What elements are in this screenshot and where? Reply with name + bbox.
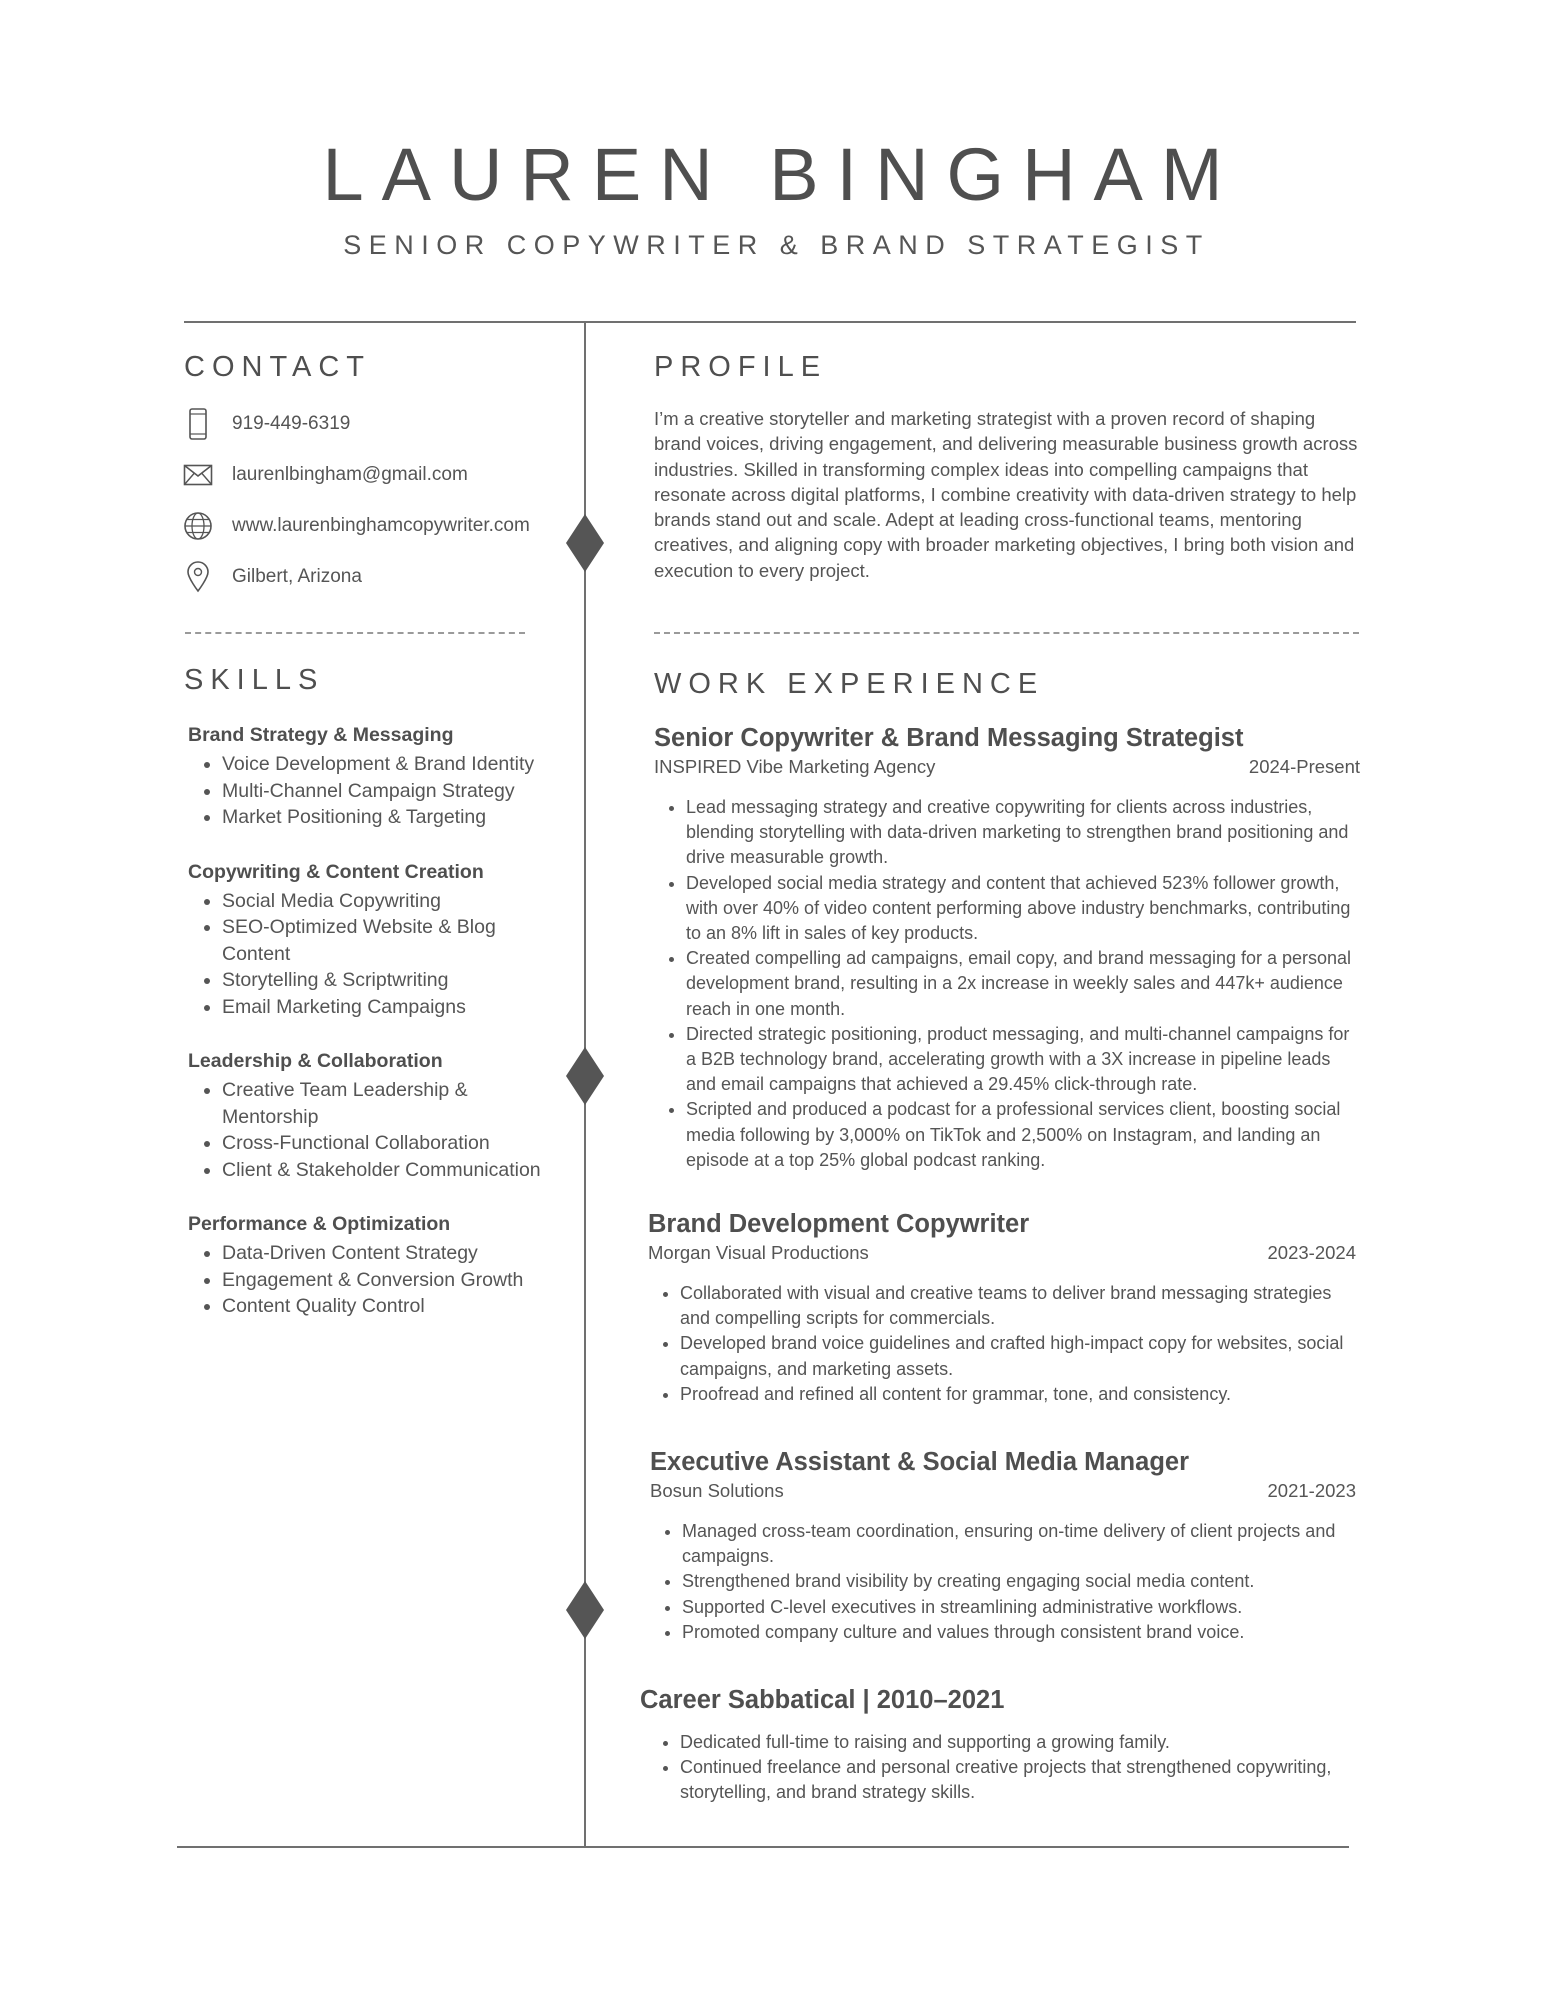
globe-icon [180,508,216,544]
job-bullet: • Created compelling ad campaigns, email copy, and brand messaging for a personal development brand, resulting in a 2x increase in weekly sales and 447k+ audience reach in one month. [686,946,1360,1022]
profile-heading: PROFILE [654,351,828,383]
phone-icon [180,406,216,442]
skill-item: • Creative Team Leadership & Mentorship [222,1077,522,1130]
job-bullet: • Strengthened brand visibility by creating engaging social media content. [682,1569,1356,1594]
job-entry [648,1208,1356,1407]
company-name: INSPIRED Vibe Marketing Agency [654,756,936,777]
job-bullet: • Dedicated full-time to raising and supporting a growing family. [680,1730,1346,1755]
skills-list [184,722,574,1348]
job-title: Executive Assistant & Social Media Manager [650,1448,1189,1476]
job-bullet: • Developed brand voice guidelines and crafted high-impact copy for websites, social campaigns, and marketing assets. [680,1331,1356,1381]
skill-group-title: Copywriting & Content Creation [188,860,484,883]
profile-dashed-divider [654,632,1359,634]
job-bullet: • Directed strategic positioning, product messaging, and multi-channel campaigns for a B2B technology brand, accelerating growth with a 3X increase in pipeline leads and email campaigns that achieved a 29.45% click-through rate. [686,1022,1360,1098]
skill-item: • Email Marketing Campaigns [222,994,522,1021]
email-address[interactable]: laurenlbingham@gmail.com [232,464,468,485]
skill-item: • Social Media Copywriting [222,888,522,915]
job-bullet: • Proofread and refined all content for grammar, tone, and consistency. [680,1382,1356,1407]
job-title: Career Sabbatical | 2010–2021 [640,1686,1005,1714]
skill-item: • Engagement & Conversion Growth [222,1267,574,1294]
skill-item: • Data-Driven Content Strategy [222,1240,574,1267]
skill-item: • SEO-Optimized Website & Blog Content [222,914,522,967]
envelope-icon [180,457,216,493]
job-bullet: • Developed social media strategy and content that achieved 523% follower growth, with over 40% of video content performing above industry benchmarks, contributing to an 8% lift in sales of key products. [686,871,1360,947]
company-name: Bosun Solutions [650,1480,784,1501]
job-title: Senior Copywriter & Brand Messaging Strategist [654,724,1244,752]
job-bullet: • Promoted company culture and values through consistent brand voice. [682,1620,1356,1645]
contact-website [180,506,580,546]
skill-item: • Content Quality Control [222,1293,574,1320]
profile-summary: I’m a creative storyteller and marketing strategist with a proven record of shaping brand voices, driving engagement, and delivering measurable business growth across industries. Skilled in transforming complex ideas into compelling campaigns that resonate across digital platforms, I combine creativity with data-driven strategy to help brands stand out and scale. Adept at leading cross-functional teams, mentoring creatives, and aligning copy with broader marketing objectives, I bring both vision and execution to every project. [654,408,1358,581]
contact-email [180,455,580,495]
skill-group [184,1211,574,1320]
experience-heading: WORK EXPERIENCE [654,668,1045,700]
phone-number[interactable]: 919-449-6319 [232,413,351,434]
skill-group [184,859,574,1021]
bottom-divider [177,1846,1349,1848]
skill-item: • Market Positioning & Targeting [222,804,574,831]
candidate-name: LAUREN BINGHAM [322,133,1241,216]
skill-item: • Cross-Functional Collaboration [222,1130,522,1157]
job-dates: 2023-2024 [1267,1242,1356,1263]
job-bullet: • Continued freelance and personal creative projects that strengthened copywriting, storytelling, and brand strategy skills. [680,1755,1346,1805]
skill-group-title: Leadership & Collaboration [188,1050,443,1072]
skill-item: • Client & Stakeholder Communication [222,1157,522,1184]
company-name: Morgan Visual Productions [648,1242,869,1263]
contact-heading: CONTACT [184,351,372,383]
skill-group [184,722,574,831]
job-entry [650,1446,1356,1645]
skill-group-title: Performance & Optimization [188,1213,451,1235]
job-meta [650,1478,1356,1504]
skill-group [184,1048,574,1183]
skills-heading: SKILLS [184,664,325,696]
job-bullet: • Supported C-level executives in streamlining administrative workflows. [682,1595,1356,1620]
skill-item: • Storytelling & Scriptwriting [222,967,522,994]
job-title: Brand Development Copywriter [648,1210,1030,1238]
job-meta [654,754,1360,780]
top-divider [184,321,1356,323]
job-bullet: • Managed cross-team coordination, ensuring on-time delivery of client projects and campaigns. [682,1519,1356,1569]
contact-phone [180,404,580,444]
job-dates: 2024-Present [1248,756,1360,777]
website-url[interactable]: www.laurenbinghamcopywriter.com [232,515,530,536]
job-bullet: • Lead messaging strategy and creative copywriting for clients across industries, blending storytelling with data-driven marketing to strengthen brand positioning and drive measurable growth. [686,795,1360,871]
candidate-title: SENIOR COPYWRITER & BRAND STRATEGIST [343,230,1210,260]
location-text: Gilbert, Arizona [232,566,362,587]
job-bullet: • Scripted and produced a podcast for a professional services client, boosting social media following by 3,000% on TikTok and 2,500% on Instagram, and landing an episode at a top 25% global podcast ranking. [686,1097,1360,1173]
location-pin-icon [180,559,216,595]
skill-group-title: Brand Strategy & Messaging [188,724,454,746]
job-dates: 2021-2023 [1267,1480,1356,1501]
job-entry [640,1684,1346,1806]
skill-item: • Voice Development & Brand Identity [222,751,574,778]
job-entry [654,722,1360,1173]
contact-location [180,557,580,597]
contact-list [180,404,580,597]
job-meta [648,1240,1356,1266]
job-bullet: • Collaborated with visual and creative teams to deliver brand messaging strategies and compelling scripts for commercials. [680,1281,1356,1331]
divider-diamond-3 [566,1581,604,1639]
skill-item: • Multi-Channel Campaign Strategy [222,778,574,805]
contact-dashed-divider [185,632,525,634]
